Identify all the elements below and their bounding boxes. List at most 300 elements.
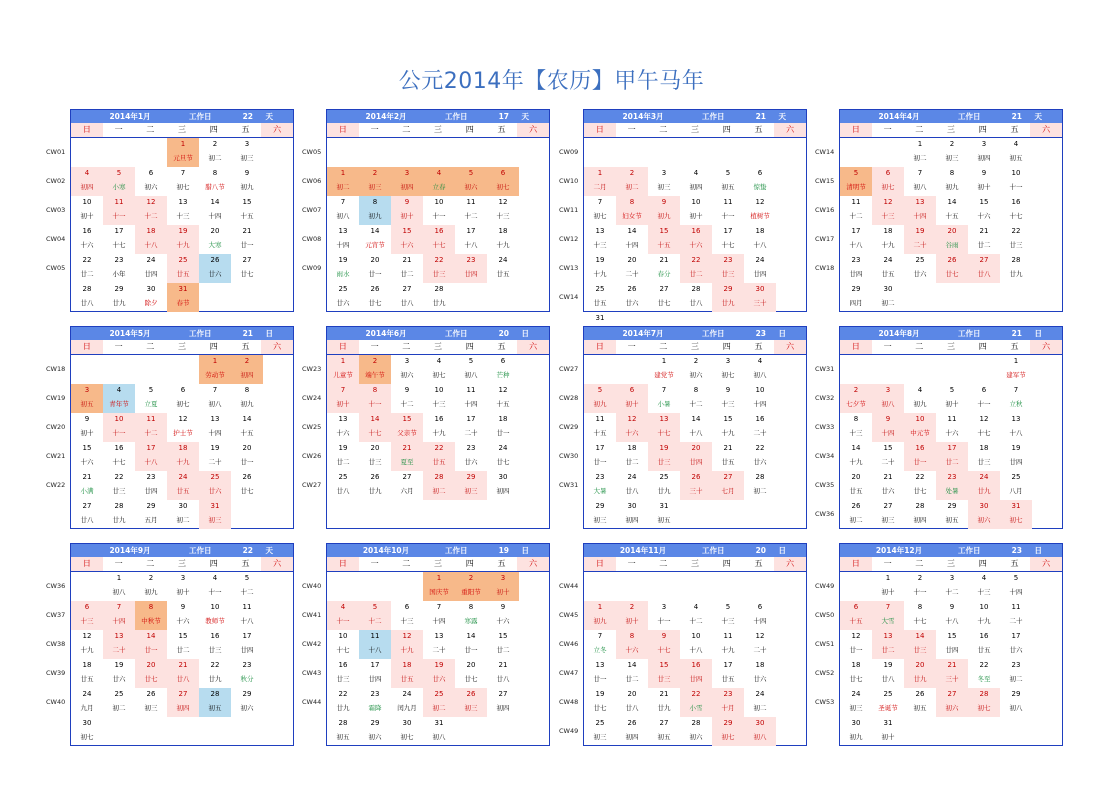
day-cell[interactable] bbox=[968, 225, 1000, 254]
day-cell[interactable] bbox=[1000, 471, 1032, 500]
day-cell[interactable] bbox=[487, 630, 519, 659]
day-cell[interactable] bbox=[872, 384, 904, 413]
day-cell[interactable] bbox=[231, 254, 263, 283]
day-cell[interactable] bbox=[968, 413, 1000, 442]
day-cell[interactable] bbox=[712, 442, 744, 471]
day-cell[interactable] bbox=[199, 167, 231, 196]
day-cell[interactable] bbox=[359, 601, 391, 630]
day-cell[interactable] bbox=[680, 442, 712, 471]
day-cell[interactable] bbox=[1000, 384, 1032, 413]
day-cell[interactable] bbox=[391, 254, 423, 283]
day-cell[interactable] bbox=[1000, 601, 1032, 630]
day-cell[interactable] bbox=[1000, 659, 1032, 688]
day-cell[interactable] bbox=[648, 167, 680, 196]
day-cell[interactable] bbox=[231, 688, 263, 717]
day-cell[interactable] bbox=[455, 659, 487, 688]
day-cell[interactable] bbox=[904, 471, 936, 500]
day-cell[interactable] bbox=[872, 659, 904, 688]
day-cell[interactable] bbox=[744, 688, 776, 717]
day-cell[interactable] bbox=[744, 601, 776, 630]
day-cell[interactable] bbox=[327, 442, 359, 471]
day-cell[interactable] bbox=[712, 659, 744, 688]
day-cell[interactable] bbox=[616, 717, 648, 746]
day-cell[interactable] bbox=[1000, 225, 1032, 254]
day-cell[interactable] bbox=[167, 413, 199, 442]
day-cell[interactable] bbox=[71, 630, 103, 659]
day-cell[interactable] bbox=[904, 138, 936, 167]
day-cell[interactable] bbox=[936, 413, 968, 442]
day-cell[interactable] bbox=[487, 196, 519, 225]
day-cell[interactable] bbox=[103, 283, 135, 312]
day-cell[interactable] bbox=[327, 196, 359, 225]
day-cell[interactable] bbox=[968, 659, 1000, 688]
day-cell[interactable] bbox=[936, 442, 968, 471]
day-cell[interactable] bbox=[199, 384, 231, 413]
day-cell[interactable] bbox=[487, 254, 519, 283]
day-cell[interactable] bbox=[936, 254, 968, 283]
day-cell[interactable] bbox=[359, 167, 391, 196]
day-cell[interactable] bbox=[135, 630, 167, 659]
day-cell[interactable] bbox=[872, 225, 904, 254]
day-cell[interactable] bbox=[872, 254, 904, 283]
day-cell[interactable] bbox=[840, 688, 872, 717]
day-cell[interactable] bbox=[936, 601, 968, 630]
day-cell[interactable] bbox=[1000, 138, 1032, 167]
day-cell[interactable] bbox=[1000, 500, 1032, 529]
day-cell[interactable] bbox=[648, 500, 680, 529]
day-cell[interactable] bbox=[968, 601, 1000, 630]
day-cell[interactable] bbox=[231, 659, 263, 688]
day-cell[interactable] bbox=[904, 688, 936, 717]
day-cell[interactable] bbox=[455, 225, 487, 254]
day-cell[interactable] bbox=[103, 572, 135, 601]
day-cell[interactable] bbox=[840, 500, 872, 529]
day-cell[interactable] bbox=[135, 225, 167, 254]
day-cell[interactable] bbox=[103, 442, 135, 471]
day-cell[interactable] bbox=[648, 254, 680, 283]
day-cell[interactable] bbox=[904, 254, 936, 283]
day-cell[interactable] bbox=[616, 630, 648, 659]
day-cell[interactable] bbox=[936, 167, 968, 196]
day-cell[interactable] bbox=[455, 196, 487, 225]
day-cell[interactable] bbox=[872, 413, 904, 442]
day-cell[interactable] bbox=[167, 196, 199, 225]
day-cell[interactable] bbox=[968, 196, 1000, 225]
day-cell[interactable] bbox=[455, 442, 487, 471]
day-cell[interactable] bbox=[423, 384, 455, 413]
day-cell[interactable] bbox=[423, 355, 455, 384]
day-cell[interactable] bbox=[199, 572, 231, 601]
day-cell[interactable] bbox=[391, 413, 423, 442]
day-cell[interactable] bbox=[359, 471, 391, 500]
day-cell[interactable] bbox=[584, 442, 616, 471]
day-cell[interactable] bbox=[391, 225, 423, 254]
day-cell[interactable] bbox=[487, 572, 519, 601]
day-cell[interactable] bbox=[231, 355, 263, 384]
day-cell[interactable] bbox=[199, 500, 231, 529]
day-cell[interactable] bbox=[359, 355, 391, 384]
day-cell[interactable] bbox=[584, 225, 616, 254]
day-cell[interactable] bbox=[1000, 196, 1032, 225]
day-cell[interactable] bbox=[744, 283, 776, 312]
day-cell[interactable] bbox=[872, 471, 904, 500]
day-cell[interactable] bbox=[904, 167, 936, 196]
day-cell[interactable] bbox=[840, 384, 872, 413]
day-cell[interactable] bbox=[872, 167, 904, 196]
day-cell[interactable] bbox=[71, 254, 103, 283]
day-cell[interactable] bbox=[872, 630, 904, 659]
day-cell[interactable] bbox=[71, 283, 103, 312]
day-cell[interactable] bbox=[840, 717, 872, 746]
day-cell[interactable] bbox=[423, 254, 455, 283]
day-cell[interactable] bbox=[616, 471, 648, 500]
day-cell[interactable] bbox=[968, 384, 1000, 413]
day-cell[interactable] bbox=[648, 413, 680, 442]
day-cell[interactable] bbox=[199, 225, 231, 254]
day-cell[interactable] bbox=[167, 167, 199, 196]
day-cell[interactable] bbox=[904, 196, 936, 225]
day-cell[interactable] bbox=[327, 283, 359, 312]
day-cell[interactable] bbox=[936, 384, 968, 413]
day-cell[interactable] bbox=[327, 659, 359, 688]
day-cell[interactable] bbox=[103, 196, 135, 225]
day-cell[interactable] bbox=[103, 225, 135, 254]
day-cell[interactable] bbox=[359, 254, 391, 283]
day-cell[interactable] bbox=[487, 601, 519, 630]
day-cell[interactable] bbox=[487, 442, 519, 471]
day-cell[interactable] bbox=[231, 225, 263, 254]
day-cell[interactable] bbox=[135, 283, 167, 312]
day-cell[interactable] bbox=[327, 413, 359, 442]
day-cell[interactable] bbox=[1000, 688, 1032, 717]
day-cell[interactable] bbox=[680, 630, 712, 659]
day-cell[interactable] bbox=[680, 283, 712, 312]
day-cell[interactable] bbox=[840, 413, 872, 442]
day-cell[interactable] bbox=[1000, 167, 1032, 196]
day-cell[interactable] bbox=[391, 167, 423, 196]
day-cell[interactable] bbox=[103, 659, 135, 688]
day-cell[interactable] bbox=[199, 254, 231, 283]
day-cell[interactable] bbox=[904, 413, 936, 442]
day-cell[interactable] bbox=[167, 471, 199, 500]
day-cell[interactable] bbox=[584, 601, 616, 630]
day-cell[interactable] bbox=[359, 384, 391, 413]
day-cell[interactable] bbox=[423, 167, 455, 196]
day-cell[interactable] bbox=[872, 500, 904, 529]
day-cell[interactable] bbox=[103, 688, 135, 717]
day-cell[interactable] bbox=[584, 167, 616, 196]
day-cell[interactable] bbox=[840, 196, 872, 225]
day-cell[interactable] bbox=[167, 384, 199, 413]
day-cell[interactable] bbox=[616, 500, 648, 529]
day-cell[interactable] bbox=[167, 500, 199, 529]
day-cell[interactable] bbox=[712, 413, 744, 442]
day-cell[interactable] bbox=[936, 138, 968, 167]
day-cell[interactable] bbox=[968, 167, 1000, 196]
day-cell[interactable] bbox=[648, 355, 680, 384]
day-cell[interactable] bbox=[712, 471, 744, 500]
day-cell[interactable] bbox=[904, 572, 936, 601]
day-cell[interactable] bbox=[423, 413, 455, 442]
day-cell[interactable] bbox=[840, 167, 872, 196]
day-cell[interactable] bbox=[455, 254, 487, 283]
day-cell[interactable] bbox=[231, 384, 263, 413]
day-cell[interactable] bbox=[712, 355, 744, 384]
day-cell[interactable] bbox=[680, 254, 712, 283]
day-cell[interactable] bbox=[455, 384, 487, 413]
day-cell[interactable] bbox=[487, 413, 519, 442]
day-cell[interactable] bbox=[327, 167, 359, 196]
day-cell[interactable] bbox=[680, 225, 712, 254]
day-cell[interactable] bbox=[167, 254, 199, 283]
day-cell[interactable] bbox=[744, 659, 776, 688]
day-cell[interactable] bbox=[199, 471, 231, 500]
day-cell[interactable] bbox=[391, 471, 423, 500]
day-cell[interactable] bbox=[103, 471, 135, 500]
day-cell[interactable] bbox=[744, 471, 776, 500]
day-cell[interactable] bbox=[1000, 572, 1032, 601]
day-cell[interactable] bbox=[359, 283, 391, 312]
day-cell[interactable] bbox=[648, 283, 680, 312]
day-cell[interactable] bbox=[616, 167, 648, 196]
day-cell[interactable] bbox=[744, 167, 776, 196]
day-cell[interactable] bbox=[103, 413, 135, 442]
day-cell[interactable] bbox=[391, 442, 423, 471]
day-cell[interactable] bbox=[167, 283, 199, 312]
day-cell[interactable] bbox=[872, 283, 904, 312]
day-cell[interactable] bbox=[423, 688, 455, 717]
day-cell[interactable] bbox=[71, 196, 103, 225]
day-cell[interactable] bbox=[680, 717, 712, 746]
day-cell[interactable] bbox=[391, 630, 423, 659]
day-cell[interactable] bbox=[936, 500, 968, 529]
day-cell[interactable] bbox=[327, 688, 359, 717]
day-cell[interactable] bbox=[584, 283, 616, 312]
day-cell[interactable] bbox=[487, 384, 519, 413]
day-cell[interactable] bbox=[648, 442, 680, 471]
day-cell[interactable] bbox=[423, 225, 455, 254]
day-cell[interactable] bbox=[135, 167, 167, 196]
day-cell[interactable] bbox=[648, 384, 680, 413]
day-cell[interactable] bbox=[648, 601, 680, 630]
day-cell[interactable] bbox=[616, 688, 648, 717]
day-cell[interactable] bbox=[135, 196, 167, 225]
day-cell[interactable] bbox=[936, 630, 968, 659]
day-cell[interactable] bbox=[135, 254, 167, 283]
day-cell[interactable] bbox=[359, 659, 391, 688]
day-cell[interactable] bbox=[680, 601, 712, 630]
day-cell[interactable] bbox=[71, 601, 103, 630]
day-cell[interactable] bbox=[680, 471, 712, 500]
day-cell[interactable] bbox=[359, 442, 391, 471]
day-cell[interactable] bbox=[1000, 355, 1032, 384]
day-cell[interactable] bbox=[455, 167, 487, 196]
day-cell[interactable] bbox=[680, 384, 712, 413]
day-cell[interactable] bbox=[167, 659, 199, 688]
day-cell[interactable] bbox=[487, 471, 519, 500]
day-cell[interactable] bbox=[744, 355, 776, 384]
day-cell[interactable] bbox=[936, 659, 968, 688]
day-cell[interactable] bbox=[680, 413, 712, 442]
day-cell[interactable] bbox=[487, 225, 519, 254]
day-cell[interactable] bbox=[904, 659, 936, 688]
day-cell[interactable] bbox=[391, 659, 423, 688]
day-cell[interactable] bbox=[968, 500, 1000, 529]
day-cell[interactable] bbox=[391, 355, 423, 384]
day-cell[interactable] bbox=[840, 442, 872, 471]
day-cell[interactable] bbox=[616, 659, 648, 688]
day-cell[interactable] bbox=[616, 225, 648, 254]
day-cell[interactable] bbox=[71, 225, 103, 254]
day-cell[interactable] bbox=[359, 225, 391, 254]
day-cell[interactable] bbox=[872, 688, 904, 717]
day-cell[interactable] bbox=[135, 659, 167, 688]
day-cell[interactable] bbox=[391, 688, 423, 717]
day-cell[interactable] bbox=[199, 601, 231, 630]
day-cell[interactable] bbox=[71, 442, 103, 471]
day-cell[interactable] bbox=[167, 225, 199, 254]
day-cell[interactable] bbox=[840, 659, 872, 688]
day-cell[interactable] bbox=[199, 659, 231, 688]
day-cell[interactable] bbox=[712, 384, 744, 413]
day-cell[interactable] bbox=[712, 283, 744, 312]
day-cell[interactable] bbox=[968, 471, 1000, 500]
day-cell[interactable] bbox=[872, 572, 904, 601]
day-cell[interactable] bbox=[648, 659, 680, 688]
day-cell[interactable] bbox=[455, 630, 487, 659]
day-cell[interactable] bbox=[968, 442, 1000, 471]
day-cell[interactable] bbox=[135, 471, 167, 500]
day-cell[interactable] bbox=[199, 413, 231, 442]
day-cell[interactable] bbox=[584, 500, 616, 529]
day-cell[interactable] bbox=[487, 167, 519, 196]
day-cell[interactable] bbox=[455, 601, 487, 630]
day-cell[interactable] bbox=[103, 500, 135, 529]
day-cell[interactable] bbox=[584, 659, 616, 688]
day-cell[interactable] bbox=[744, 442, 776, 471]
day-cell[interactable] bbox=[199, 355, 231, 384]
day-cell[interactable] bbox=[327, 630, 359, 659]
day-cell[interactable] bbox=[423, 442, 455, 471]
day-cell[interactable] bbox=[327, 601, 359, 630]
day-cell[interactable] bbox=[584, 254, 616, 283]
day-cell[interactable] bbox=[840, 471, 872, 500]
day-cell[interactable] bbox=[167, 601, 199, 630]
day-cell[interactable] bbox=[167, 138, 199, 167]
day-cell[interactable] bbox=[712, 688, 744, 717]
day-cell[interactable] bbox=[680, 167, 712, 196]
day-cell[interactable] bbox=[840, 225, 872, 254]
day-cell[interactable] bbox=[231, 442, 263, 471]
day-cell[interactable] bbox=[327, 471, 359, 500]
day-cell[interactable] bbox=[455, 355, 487, 384]
day-cell[interactable] bbox=[712, 630, 744, 659]
day-cell[interactable] bbox=[872, 601, 904, 630]
day-cell[interactable] bbox=[616, 283, 648, 312]
day-cell[interactable] bbox=[423, 659, 455, 688]
day-cell[interactable] bbox=[1000, 442, 1032, 471]
day-cell[interactable] bbox=[584, 413, 616, 442]
day-cell[interactable] bbox=[904, 384, 936, 413]
day-cell[interactable] bbox=[744, 717, 776, 746]
day-cell[interactable] bbox=[71, 167, 103, 196]
day-cell[interactable] bbox=[231, 471, 263, 500]
day-cell[interactable] bbox=[616, 442, 648, 471]
day-cell[interactable] bbox=[103, 384, 135, 413]
day-cell[interactable] bbox=[680, 659, 712, 688]
day-cell[interactable] bbox=[135, 413, 167, 442]
day-cell[interactable] bbox=[936, 688, 968, 717]
day-cell[interactable] bbox=[840, 601, 872, 630]
day-cell[interactable] bbox=[455, 413, 487, 442]
day-cell[interactable] bbox=[680, 688, 712, 717]
day-cell[interactable] bbox=[648, 225, 680, 254]
day-cell[interactable] bbox=[199, 138, 231, 167]
day-cell[interactable] bbox=[231, 413, 263, 442]
day-cell[interactable] bbox=[71, 413, 103, 442]
day-cell[interactable] bbox=[616, 384, 648, 413]
day-cell[interactable] bbox=[936, 572, 968, 601]
day-cell[interactable] bbox=[71, 688, 103, 717]
day-cell[interactable] bbox=[584, 717, 616, 746]
day-cell[interactable] bbox=[231, 630, 263, 659]
day-cell[interactable] bbox=[584, 630, 616, 659]
day-cell[interactable] bbox=[936, 225, 968, 254]
day-cell[interactable] bbox=[904, 630, 936, 659]
day-cell[interactable] bbox=[872, 717, 904, 746]
day-cell[interactable] bbox=[648, 688, 680, 717]
day-cell[interactable] bbox=[135, 572, 167, 601]
day-cell[interactable] bbox=[167, 572, 199, 601]
day-cell[interactable] bbox=[840, 254, 872, 283]
day-cell[interactable] bbox=[584, 384, 616, 413]
day-cell[interactable] bbox=[968, 630, 1000, 659]
day-cell[interactable] bbox=[103, 601, 135, 630]
day-cell[interactable] bbox=[103, 254, 135, 283]
day-cell[interactable] bbox=[199, 688, 231, 717]
day-cell[interactable] bbox=[359, 630, 391, 659]
day-cell[interactable] bbox=[135, 688, 167, 717]
day-cell[interactable] bbox=[455, 471, 487, 500]
day-cell[interactable] bbox=[199, 442, 231, 471]
day-cell[interactable] bbox=[584, 688, 616, 717]
day-cell[interactable] bbox=[71, 659, 103, 688]
day-cell[interactable] bbox=[167, 630, 199, 659]
day-cell[interactable] bbox=[744, 254, 776, 283]
day-cell[interactable] bbox=[712, 601, 744, 630]
day-cell[interactable] bbox=[648, 717, 680, 746]
day-cell[interactable] bbox=[327, 355, 359, 384]
day-cell[interactable] bbox=[199, 630, 231, 659]
day-cell[interactable] bbox=[936, 471, 968, 500]
day-cell[interactable] bbox=[359, 196, 391, 225]
day-cell[interactable] bbox=[103, 167, 135, 196]
day-cell[interactable] bbox=[712, 254, 744, 283]
day-cell[interactable] bbox=[327, 717, 359, 746]
day-cell[interactable] bbox=[1000, 630, 1032, 659]
day-cell[interactable] bbox=[904, 601, 936, 630]
day-cell[interactable] bbox=[135, 500, 167, 529]
day-cell[interactable] bbox=[904, 225, 936, 254]
day-cell[interactable] bbox=[423, 283, 455, 312]
day-cell[interactable] bbox=[872, 196, 904, 225]
day-cell[interactable] bbox=[584, 196, 616, 225]
day-cell[interactable] bbox=[103, 630, 135, 659]
day-cell[interactable] bbox=[680, 196, 712, 225]
day-cell[interactable] bbox=[359, 413, 391, 442]
day-cell[interactable] bbox=[744, 413, 776, 442]
day-cell[interactable] bbox=[1000, 254, 1032, 283]
